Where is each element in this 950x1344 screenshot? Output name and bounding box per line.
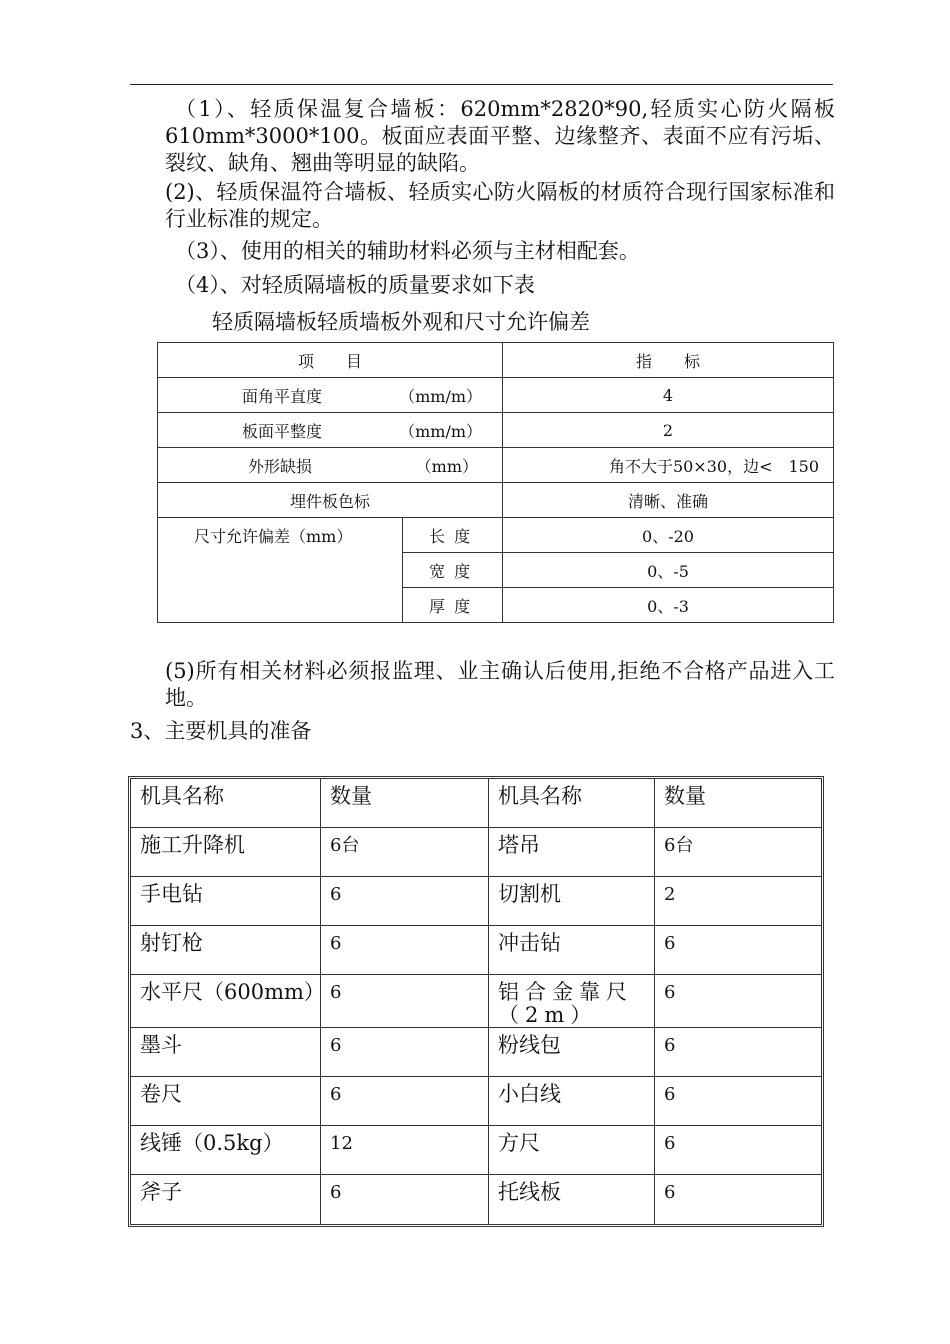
tool-qty: 6 xyxy=(655,975,821,1028)
table-row xyxy=(158,483,834,518)
row-name: 埋件板色标 xyxy=(158,483,503,518)
tool-name: 铝合金靠尺（2m） xyxy=(489,975,655,1028)
row-name: 面角平直度 xyxy=(242,386,323,406)
header-cell: 机具名称 xyxy=(489,779,655,828)
header-indicator: 指 标 xyxy=(503,343,834,378)
tool-name: 冲击钻 xyxy=(489,926,655,975)
row-value: 4 xyxy=(503,378,834,413)
tool-qty: 6 xyxy=(321,1077,489,1126)
tool-qty: 6 xyxy=(655,1126,821,1175)
table-header-row xyxy=(158,343,834,378)
row-name: 宽 度 xyxy=(403,553,503,588)
tool-qty: 6 xyxy=(321,877,489,926)
tool-name: 墨斗 xyxy=(131,1028,321,1077)
row-name: 厚 度 xyxy=(403,588,503,623)
table-row xyxy=(131,1175,821,1224)
tool-qty: 6 xyxy=(664,1182,676,1203)
table-row xyxy=(131,1077,821,1126)
tool-qty: 6 xyxy=(655,1028,821,1077)
section-heading: 3、主要机具的准备 xyxy=(130,719,312,743)
row-unit: （mm/m） xyxy=(399,386,483,406)
row-value: 角不大于50×30，边< 150 xyxy=(503,448,834,483)
header-rule xyxy=(130,84,833,85)
row-name: 外形缺损 xyxy=(248,456,313,476)
header-cell: 数量 xyxy=(655,779,821,828)
tool-qty: 12 xyxy=(321,1126,489,1175)
paragraph-4: （4）、对轻质隔墙板的质量要求如下表 xyxy=(175,273,535,297)
table-row xyxy=(131,1126,821,1175)
tool-qty: 6台 xyxy=(655,828,821,877)
paragraph-1: （1）、轻质保温复合墙板：620mm*2820*90,轻质实心防火隔板610mm*3000*100。板面应表面平整、边缘整齐、表面不应有污垢、裂纹、缺角、翘曲等明显的缺陷。 xyxy=(165,97,835,175)
table-row xyxy=(158,378,834,413)
tool-name: 小白线 xyxy=(489,1077,655,1126)
size-group-label: 尺寸允许偏差（mm） xyxy=(158,518,403,623)
tool-name: 线锤（0.5kg） xyxy=(131,1126,321,1175)
table-row xyxy=(158,413,834,448)
row-value: 0、-20 xyxy=(503,518,834,553)
table-caption: 轻质隔墙板轻质墙板外观和尺寸允许偏差 xyxy=(212,310,590,334)
tool-name: 托线板 xyxy=(489,1175,655,1224)
paragraph-5: (5)所有相关材料必须报监理、业主确认后使用,拒绝不合格产品进入工地。 xyxy=(165,659,835,710)
tool-name: 切割机 xyxy=(489,877,655,926)
row-unit: （mm/m） xyxy=(399,421,483,441)
quality-table xyxy=(157,342,834,623)
tools-table xyxy=(128,776,824,1227)
tool-qty: 2 xyxy=(655,877,821,926)
header-item: 项 目 xyxy=(158,343,503,378)
table-row xyxy=(131,828,821,877)
tool-qty: 6 xyxy=(655,926,821,975)
row-unit: （mm） xyxy=(415,456,479,476)
tool-qty: 6台 xyxy=(321,828,489,877)
tool-name: 方尺 xyxy=(489,1126,655,1175)
table-header-row xyxy=(131,779,821,828)
tool-name: 卷尺 xyxy=(131,1077,321,1126)
header-cell: 数量 xyxy=(321,779,489,828)
paragraph-2: (2)、轻质保温符合墙板、轻质实心防火隔板的材质符合现行国家标准和行业标准的规定。 xyxy=(165,180,835,231)
row-value: 2 xyxy=(503,413,834,448)
row-name: 板面平整度 xyxy=(242,421,323,441)
tool-qty: 6 xyxy=(321,1175,489,1224)
row-value: 清晰、准确 xyxy=(503,483,834,518)
tool-qty: 6 xyxy=(655,1077,821,1126)
row-value: 0、-3 xyxy=(503,588,834,623)
paragraph-3: （3）、使用的相关的辅助材料必须与主材相配套。 xyxy=(175,239,640,263)
tool-qty: 6 xyxy=(321,1028,489,1077)
tool-name: 塔吊 xyxy=(489,828,655,877)
table-row xyxy=(131,926,821,975)
header-cell: 机具名称 xyxy=(131,779,321,828)
tool-qty: 6 xyxy=(321,975,489,1028)
tool-name: 水平尺（600mm） xyxy=(131,975,321,1028)
table-row xyxy=(158,518,834,553)
table-row xyxy=(131,1028,821,1077)
row-name: 长 度 xyxy=(403,518,503,553)
table-row xyxy=(131,975,821,1028)
tool-name: 施工升降机 xyxy=(131,828,321,877)
tool-name: 射钉枪 xyxy=(131,926,321,975)
table-row xyxy=(131,877,821,926)
table-row xyxy=(158,448,834,483)
tool-name: 粉线包 xyxy=(489,1028,655,1077)
tool-name: 斧子 xyxy=(131,1175,321,1224)
row-value: 0、-5 xyxy=(503,553,834,588)
tool-qty: 6 xyxy=(321,926,489,975)
tool-name: 手电钻 xyxy=(131,877,321,926)
